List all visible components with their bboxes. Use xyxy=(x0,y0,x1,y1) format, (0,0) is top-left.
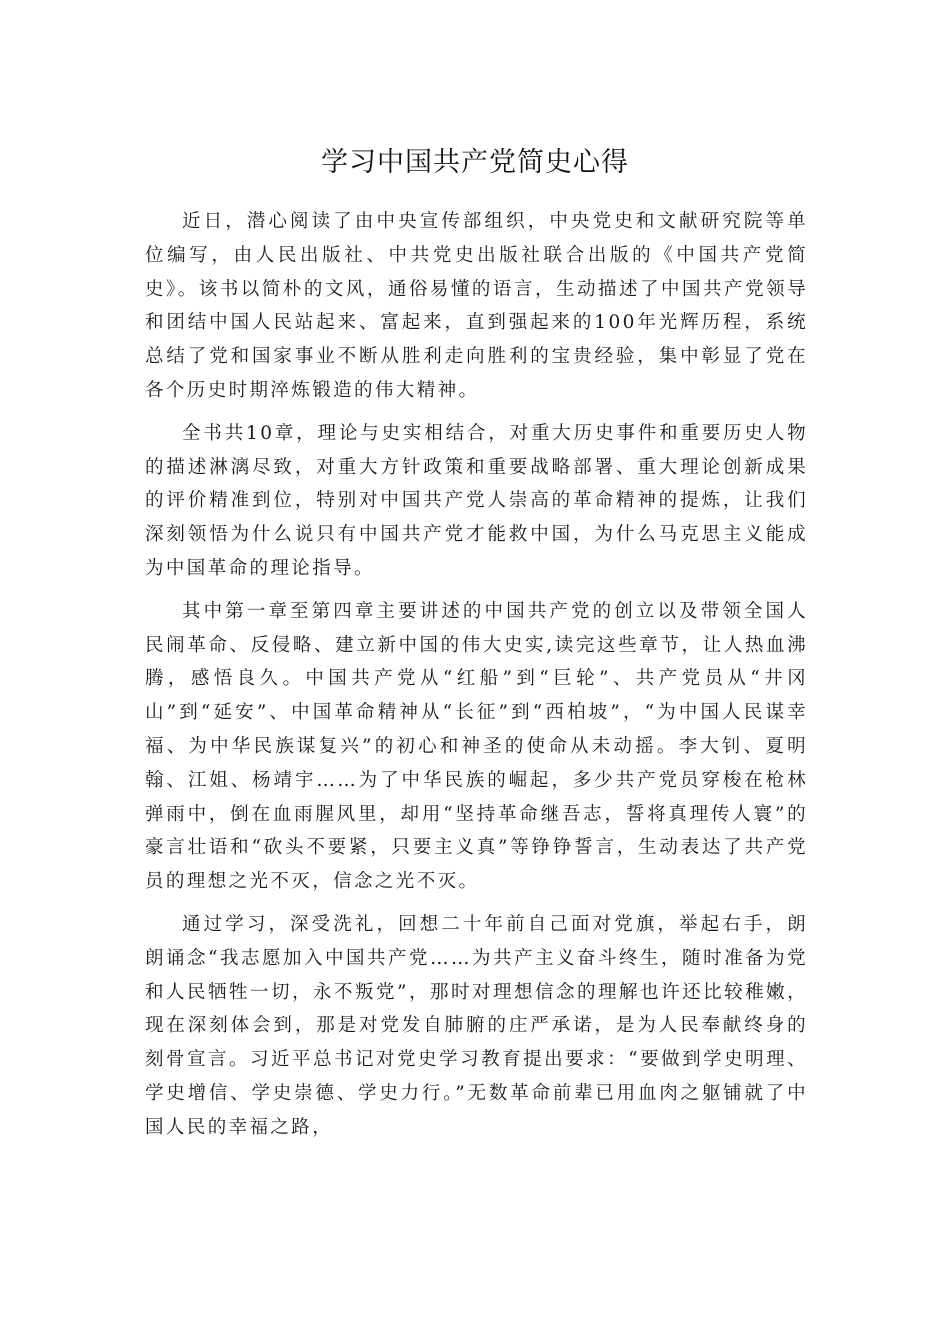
document-title: 学习中国共产党简史心得 xyxy=(321,147,629,178)
paragraph-4: 通过学习，深受洗礼，回想二十年前自己面对党旗，举起右手，朗朗诵念“我志愿加入中国共产党……为共产主义奋斗终生，随时准备为党和人民牺牲一切，永不叛党”，那时对理想信念的理解也许还比较稚嫩，现在深刻体会到，那是对党发自肺腑的庄严承诺，是为人民奉献终身的刻骨宣言。习近平总书记对党史学习教育提出要求：“要做到学史明理、学史增信、学史崇德、学史力行。”无数革命前辈已用血肉之躯铺就了中国人民的幸福之路， xyxy=(145,913,808,1138)
paragraph-1: 近日，潜心阅读了由中央宣传部组织，中央党史和文献研究院等单位编写，由人民出版社、中共党史出版社联合出版的《中国共产党简史》。该书以简朴的文风，通俗易懂的语言，生动描述了中国共产党领导和团结中国人民站起来、富起来，直到强起来的100年光辉历程，系统总结了党和国家事业不断从胜利走向胜利的宝贵经验，集中彰显了党在各个历史时期淬炼锻造的伟大精神。 xyxy=(145,211,808,401)
document-body xyxy=(145,205,808,1154)
paragraph-2: 全书共10章，理论与史实相结合，对重大历史事件和重要历史人物的描述淋漓尽致，对重大方针政策和重要战略部署、重大理论创新成果的评价精准到位，特别对中国共产党人崇高的革命精神的提炼，让我们深刻领悟为什么说只有中国共产党才能救中国，为什么马克思主义能成为中国革命的理论指导。 xyxy=(145,422,808,579)
paragraph-3: 其中第一章至第四章主要讲述的中国共产党的创立以及带领全国人民闹革命、反侵略、建立新中国的伟大史实,读完这些章节，让人热血沸腾，感悟良久。中国共产党从“红船”到“巨轮”、共产党员从“井冈山”到“延安”、中国革命精神从“长征”到“西柏坡”，“为中国人民谋幸福、为中华民族谋复兴”的初心和神圣的使命从未动摇。李大钊、夏明翰、江姐、杨靖宇……为了中华民族的崛起，多少共产党员穿梭在枪林弹雨中，倒在血雨腥风里，却用“坚持革命继吾志，誓将真理传人寰”的豪言壮语和“砍头不要紧，只要主义真”等铮铮誓言，生动表达了共产党员的理想之光不灭，信念之光不灭。 xyxy=(145,600,808,893)
